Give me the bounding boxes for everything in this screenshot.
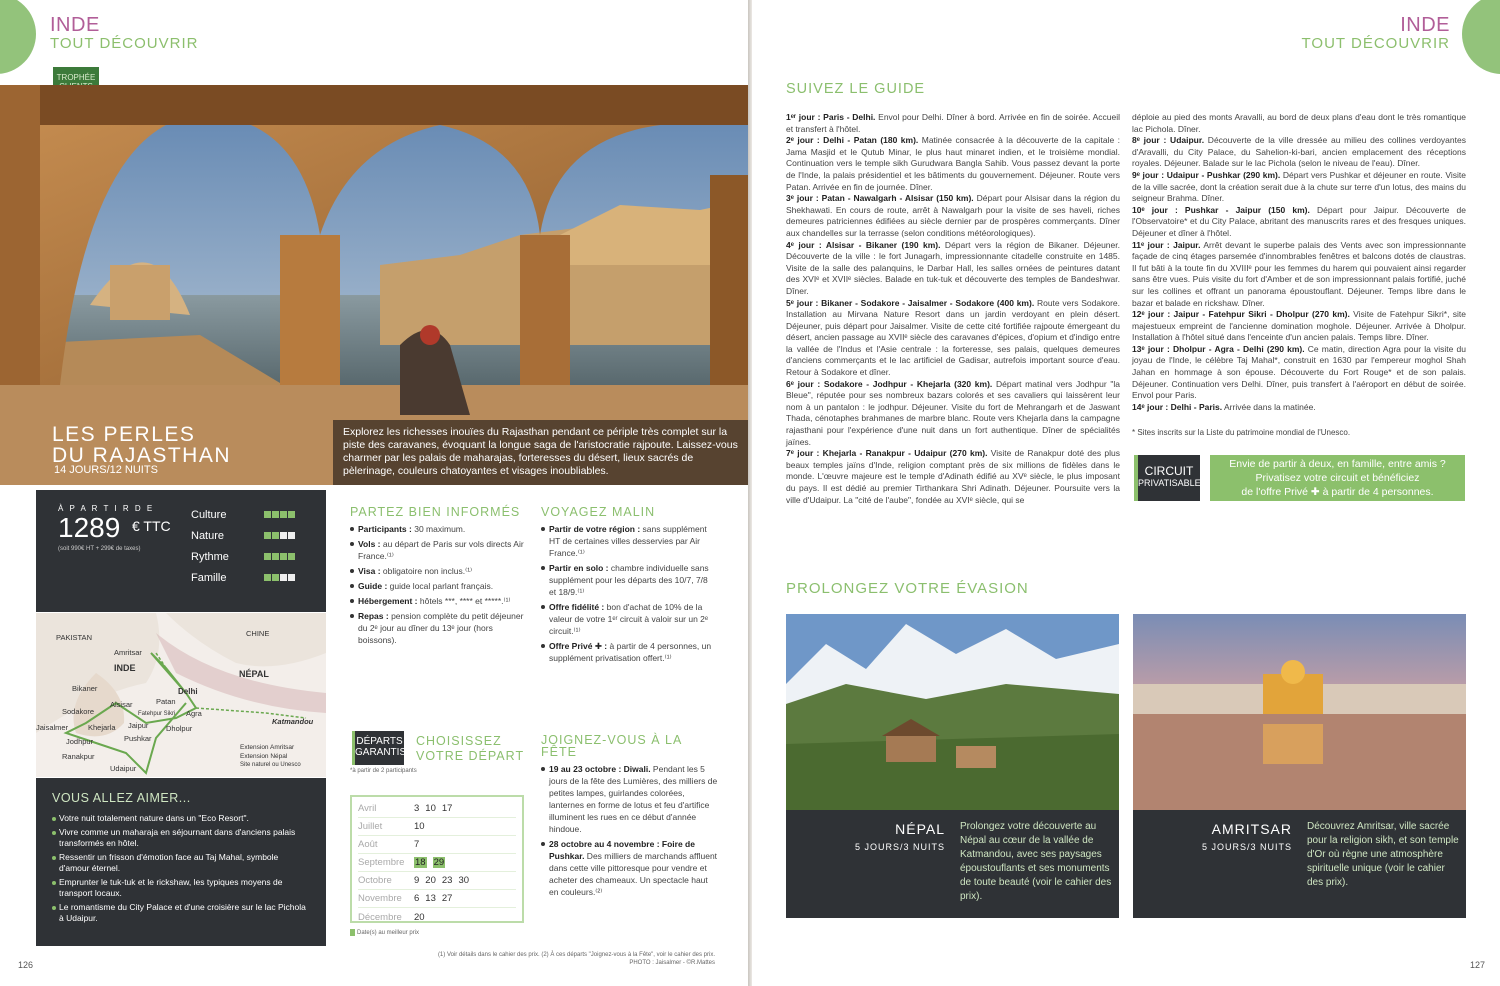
malin-item-key: Partir en solo : bbox=[549, 563, 609, 573]
itinerary-day-text: Matinée consacrée à la découverte de la capitale : Jama Masjid et le Qutub Minar, le plus haut minaret indien, et le troisième mondial. Continuation vers le temple sikh Gurudwara Bangla Sahib. Vous passez devant la porte de l'Inde, la palais présidentiel et les bâtiments du gouvernement. Déjeuner. Route vers Patan. Arrivée en fin de journée. Dîner. bbox=[786, 135, 1120, 192]
unesco-note: * Sites inscrits sur la Liste du patrimoine mondial de l'Unesco. bbox=[1132, 428, 1351, 437]
malin-column bbox=[541, 506, 716, 667]
informes-item-value: 30 maximum. bbox=[411, 524, 466, 534]
map-label-amritsar: Amritsar bbox=[114, 648, 142, 657]
date-day: 13 bbox=[425, 893, 436, 904]
departs-garantis-badge bbox=[352, 731, 407, 765]
aimer-item: Le romantisme du City Palace et d'une croisière sur le lac Pichola à Udaipur. bbox=[52, 902, 310, 924]
date-day: 10 bbox=[425, 803, 436, 814]
rating-square bbox=[272, 511, 279, 518]
map-label-jaipur: Jaipur bbox=[128, 721, 149, 730]
date-day: 3 bbox=[414, 803, 420, 814]
departure-dates-table bbox=[350, 795, 524, 923]
date-days bbox=[414, 839, 425, 850]
itinerary-day-title: 11ᵉ jour : Jaipur. bbox=[1132, 239, 1201, 250]
header-country: INDE bbox=[50, 14, 100, 36]
itinerary-day-title: 1ᵉʳ jour : Paris - Delhi. bbox=[786, 112, 876, 122]
aimer-title: VOUS ALLEZ AIMER... bbox=[52, 791, 191, 805]
map-label-delhi: Delhi bbox=[178, 687, 198, 696]
hero-title-line2: DU RAJASTHAN bbox=[52, 444, 232, 467]
informes-title: PARTEZ BIEN INFORMÉS bbox=[350, 505, 521, 519]
route-map bbox=[36, 613, 326, 777]
itinerary-day bbox=[786, 448, 1120, 506]
informes-item-value: hôtels ***, **** et *****.⁽¹⁾ bbox=[417, 596, 511, 606]
fete-item-value: Pendant les 5 jours de la fête des Lumières, des milliers de petites lampes, guirlandes colorées, lanternes en forme de lotus et feu d'artifice illuminent les rues en ce début d'année hindoue. bbox=[549, 764, 718, 834]
header-circle-right bbox=[1462, 0, 1500, 74]
malin-item bbox=[541, 640, 716, 664]
date-day: 7 bbox=[414, 839, 420, 850]
itinerary-day bbox=[786, 193, 1120, 239]
rating-row bbox=[191, 504, 296, 525]
date-days bbox=[414, 912, 431, 923]
itinerary-day-title: 2ᵉ jour : Delhi - Patan (180 km). bbox=[786, 135, 919, 146]
itinerary-day bbox=[786, 112, 1120, 135]
map-label-dholpur: Dholpur bbox=[166, 724, 193, 733]
informes-item-key: Guide : bbox=[358, 581, 388, 591]
itinerary-day-text: Découverte de la ville dressée au milieu des collines verdoyantes d'Aravalli, du City Palace, du Sahelion-ki-bari, ancien emplacement des réceptions royales. Déjeuner. Balade sur le lac Pichola (selon le niveau de l'eau). Dîner. bbox=[1132, 135, 1466, 169]
prolongez-title: PROLONGEZ VOTRE ÉVASION bbox=[786, 580, 1029, 597]
itinerary-day-title: 9ᵉ jour : Udaipur - Pushkar (290 km). bbox=[1132, 169, 1281, 180]
vous-allez-aimer-box bbox=[36, 778, 326, 946]
itinerary-day-title: 3ᵉ jour : Patan - Nawalgarh - Alsisar (150 km). bbox=[786, 193, 974, 204]
rating-square bbox=[280, 553, 287, 560]
rating-label: Nature bbox=[191, 529, 225, 542]
rating-square bbox=[288, 574, 295, 581]
itinerary-day-text: Ce matin, direction Agra pour la visite du joyau de l'Inde, le célèbre Taj Mahal*, construit en 1630 par l'empereur moghol Shah Jahan en hommage à son épouse. Découverte du Fort Rouge* et de son palais. Déjeuner. Continuation vers Delhi. Dîner, puis transfert à l'aéroport en début de soirée. Envol pour Paris. bbox=[1132, 343, 1466, 401]
informes-item bbox=[350, 580, 528, 592]
itinerary-day-title: 8ᵉ jour : Udaipur. bbox=[1132, 135, 1205, 146]
date-day: 27 bbox=[441, 893, 453, 904]
badge-line2: GARANTIS bbox=[355, 747, 407, 758]
map-label-sodakore: Sodakore bbox=[62, 707, 95, 716]
date-row bbox=[358, 836, 516, 854]
left-page bbox=[0, 0, 748, 986]
fete-item-value: Des milliers de marchands affluent dans cette ville pittoresque pour vendre et acheter des chameaux. Un spectacle haut en couleurs.⁽²⁾ bbox=[549, 851, 718, 897]
informes-item bbox=[350, 538, 528, 562]
itinerary-day bbox=[786, 379, 1120, 449]
rating-label: Culture bbox=[191, 508, 227, 521]
nepal-photo bbox=[786, 614, 1119, 810]
informes-item-value: obligatoire non inclus.⁽¹⁾ bbox=[380, 566, 473, 576]
malin-list bbox=[541, 523, 716, 664]
informes-item bbox=[350, 523, 528, 535]
fete-item-key: 28 octobre au 4 novembre : Foire de Pushkar. bbox=[549, 839, 695, 861]
date-day: 9 bbox=[414, 875, 420, 886]
map-label-pushkar: Pushkar bbox=[124, 734, 152, 743]
map-label-patan: Patan bbox=[156, 697, 176, 706]
date-days bbox=[414, 893, 458, 904]
malin-item bbox=[541, 601, 716, 637]
departs-note: *à partir de 2 participants bbox=[350, 768, 417, 774]
informes-column bbox=[350, 506, 528, 649]
malin-item-value: à partir de 4 personnes, un supplément privatisation offert.⁽¹⁾ bbox=[549, 641, 712, 663]
hero-title-line1: LES PERLES bbox=[52, 423, 196, 446]
map-label-fatehpur: Fatehpur Sikri bbox=[138, 711, 176, 717]
rating-square bbox=[272, 553, 279, 560]
rating-square bbox=[288, 511, 295, 518]
legend-text: Date(s) au meilleur prix bbox=[357, 930, 420, 937]
rating-row bbox=[191, 546, 296, 567]
rating-square bbox=[280, 574, 287, 581]
malin-item bbox=[541, 562, 716, 598]
itinerary-day-title: 6ᵉ jour : Sodakore - Jodhpur - Khejarla (320 km). bbox=[786, 378, 993, 389]
date-month: Novembre bbox=[358, 893, 402, 904]
header-circle bbox=[0, 0, 36, 74]
itinerary-day-text: Départ vers la région de Bikaner. Déjeuner. Découverte de la ville : le fort Junagarh, impressionnante citadelle construite en 1485. Visite de la salle des palanquins, le Darbar Hall, les salles ornées de peintures datant des XVIᵉ et XVIIᵉ siècles. Balade en tuk-tuk et découverte des temples de Bandeshwar. Dîner. bbox=[786, 239, 1120, 296]
footnote-line1: (1) Voir détails dans le cahier des prix. (2) À ces départs "Joignez-vous à la Fête", voir le cahier des prix. bbox=[437, 952, 715, 958]
fete-item-key: 19 au 23 octobre : Diwali. bbox=[549, 764, 651, 774]
nepal-name: NÉPAL bbox=[895, 821, 945, 837]
itinerary-day-text: Départ pour Alsisar dans la région du Shekhawati. En cours de route, arrêt à Nawalgarh pour la visite de ses haveli, riches demeures patriciennes édifiées au siècle dernier par de prospères commerçants. Dîner aux chandelles sur la terrasse (selon conditions météorologiques). bbox=[786, 193, 1120, 238]
page-number-right: 127 bbox=[1470, 960, 1486, 970]
legend-swatch bbox=[350, 929, 355, 936]
dates-legend bbox=[350, 929, 419, 936]
itinerary-day bbox=[786, 298, 1120, 379]
itinerary-day bbox=[1132, 112, 1466, 135]
choisissez-line1: CHOISISSEZ bbox=[416, 734, 502, 748]
date-day: 18 bbox=[415, 857, 426, 868]
date-days bbox=[414, 821, 431, 832]
prive-line3: de l'offre Privé ✚ à partir de 4 personnes. bbox=[1241, 486, 1434, 498]
date-row bbox=[358, 872, 516, 890]
map-legend-amritsar: Extension Amritsar bbox=[240, 744, 295, 751]
amritsar-description: Découvrez Amritsar, ville sacrée pour la religion sikh, et son temple d'Or où règne une atmosphère spirituelle unique (voir le cahier des prix). bbox=[1307, 821, 1459, 888]
date-month: Août bbox=[358, 839, 378, 850]
hero-duration: 14 JOURS/12 NUITS bbox=[54, 464, 158, 476]
hero-intro: Explorez les richesses inouïes du Rajasthan pendant ce périple très complet sur la piste des caravanes, évoquant la longue saga de l'aristocratie rajpoute. Laissez-vous charmer par les palais de maharajas, forteresses du désert, lieux sacrés de pèlerinage, couleurs chatoyantes et visages inoubliables. bbox=[333, 420, 748, 485]
circuit-privatisable-badge bbox=[1134, 455, 1200, 501]
date-row bbox=[358, 854, 516, 872]
trophy-line1: TROPHÉE bbox=[56, 73, 96, 82]
fete-item bbox=[541, 838, 719, 898]
itinerary-day-title: 13ᵉ jour : Dholpur - Agra - Delhi (290 km). bbox=[1132, 343, 1305, 354]
price-box bbox=[36, 490, 326, 612]
amritsar-photo bbox=[1133, 614, 1466, 810]
itinerary-day-text: Visite de Fatehpur Sikri*, site majestueux empreint de l'ancienne domination moghole. Déjeuner. Arrivée à Dholpur. Installation à l'hôtel situé dans l'enceinte d'un ancien palais. Temps libre. Dîner. bbox=[1132, 309, 1466, 343]
circuit-line2: PRIVATISABLE bbox=[1138, 478, 1201, 488]
fete-item bbox=[541, 763, 719, 835]
date-day: 6 bbox=[414, 893, 420, 904]
itinerary-day-title: 5ᵉ jour : Bikaner - Sodakore - Jaisalmer - Sodakore (400 km). bbox=[786, 297, 1035, 308]
itinerary-day-title: 10ᵉ jour : Pushkar - Jaipur (150 km). bbox=[1132, 204, 1310, 215]
informes-list bbox=[350, 523, 528, 646]
ratings-list bbox=[191, 504, 296, 588]
itinerary-day-text: Route vers Sodakore. Installation au Mirvana Nature Resort dans un jardin verdoyant en plein désert. Déjeuner, puis départ pour Jaisalmer. Visite de cette cité fortifiée rajpoute émergeant du désert, ancien passage au XVIIᵉ siècle des caravanes d'épices, d'opium et d'indigo entre la vallée de l'Indus et l'Asie centrale : la forteresse, ses palais, quelques demeures d'anciens commerçants et le lac artificiel de Gadisar, autrefois important source d'eau. Retour à Sodakore et dîner. bbox=[786, 297, 1120, 378]
nepal-info bbox=[786, 810, 1119, 918]
rating-label: Famille bbox=[191, 571, 227, 584]
map-label-udaipur: Udaipur bbox=[110, 764, 137, 773]
date-day: 20 bbox=[425, 875, 436, 886]
itinerary-day-text: Envol pour Delhi. Dîner à bord. Arrivée en fin de soirée. Accueil et transfert à l'hôtel. bbox=[786, 112, 1120, 134]
itinerary-column-2 bbox=[1132, 112, 1466, 413]
itinerary-day-text: déploie au pied des monts Aravalli, au bord de deux plans d'eau dont le très romantique lac Pichola. Dîner. bbox=[1132, 112, 1466, 134]
map-label-inde: INDE bbox=[114, 663, 136, 673]
malin-title: VOYAGEZ MALIN bbox=[541, 505, 656, 519]
map-label-bikaner: Bikaner bbox=[72, 684, 98, 693]
date-day: 29 bbox=[433, 857, 445, 868]
circuit-line1: CIRCUIT bbox=[1144, 464, 1194, 478]
amritsar-illustration bbox=[1133, 614, 1466, 810]
date-day: 17 bbox=[441, 803, 453, 814]
header-country-right: INDE bbox=[1400, 14, 1450, 36]
malin-item-value: sans supplément HT de certaines villes desservies par Air France.⁽¹⁾ bbox=[549, 524, 707, 558]
aimer-item: Votre nuit totalement nature dans un "Eco Resort". bbox=[52, 813, 310, 824]
itinerary-day-text: Arrêt devant le superbe palais des Vents avec son impressionnante façade de cinq étages parsemée d'innombrables fenêtres et balcons dotés de claustras. Il fut bâti à la toute fin du XVIIIᵉ pour les femmes du harem qui pouvaient ainsi regarder sans être vues. Puis visite du fort d'Amber et de son impressionnant palais fortifié, juché sur les collines et offrant un panorama époustouflant. Déjeuner. Temps libre dans le bazar et balade en rickshaw. Dîner. bbox=[1132, 239, 1466, 308]
date-row bbox=[358, 818, 516, 836]
date-row bbox=[358, 890, 516, 908]
rating-square bbox=[288, 553, 295, 560]
map-label-khejarla: Khejarla bbox=[88, 723, 116, 732]
itinerary-day-title: 4ᵉ jour : Alsisar - Bikaner (190 km). bbox=[786, 239, 941, 250]
rating-square bbox=[272, 574, 279, 581]
map-label-jaisalmer: Jaisalmer bbox=[36, 723, 69, 732]
informes-item bbox=[350, 595, 528, 607]
rating-square bbox=[264, 511, 271, 518]
choisissez-line2: VOTRE DÉPART bbox=[416, 749, 525, 763]
amritsar-info bbox=[1133, 810, 1466, 918]
malin-item bbox=[541, 523, 716, 559]
malin-item-value: chambre individuelle sans supplément pour les départs des 10/7, 7/8 et 18/9.⁽¹⁾ bbox=[549, 563, 709, 597]
itinerary-day bbox=[1132, 344, 1466, 402]
prive-line1: Envie de partir à deux, en famille, entre amis ? bbox=[1229, 458, 1446, 470]
price-from-label: À P A R T I R D E bbox=[58, 504, 155, 513]
date-day: 20 bbox=[414, 911, 425, 923]
price-note: (soit 990€ HT + 299€ de taxes) bbox=[58, 546, 141, 552]
hero-title bbox=[52, 424, 231, 466]
date-month: Avril bbox=[358, 803, 377, 814]
date-row bbox=[358, 800, 516, 818]
rating-row bbox=[191, 567, 296, 588]
rating-square bbox=[264, 574, 271, 581]
rating-square bbox=[280, 511, 287, 518]
nepal-description: Prolongez votre découverte au Népal au cœur de la vallée de Katmandou, avec ses paysages époustouflants et ses monuments de toute beauté (voir le cahier des prix). bbox=[960, 821, 1112, 902]
itinerary-day bbox=[1132, 170, 1466, 205]
itinerary-column-1 bbox=[786, 112, 1120, 506]
itinerary-day bbox=[1132, 240, 1466, 310]
fete-list bbox=[541, 763, 719, 898]
rating-label: Rythme bbox=[191, 550, 229, 563]
rating-row bbox=[191, 525, 296, 546]
choisissez-title bbox=[416, 734, 524, 764]
page-number-left: 126 bbox=[18, 960, 34, 970]
aimer-item: Vivre comme un maharaja en séjournant dans d'anciens palais transformés en hôtel. bbox=[52, 827, 310, 849]
rating-square bbox=[280, 532, 287, 539]
date-days bbox=[414, 875, 475, 886]
map-label-alsisar: Alsisar bbox=[110, 700, 133, 709]
map-label-agra: Agra bbox=[186, 709, 202, 718]
header-subtitle: TOUT DÉCOUVRIR bbox=[50, 35, 199, 52]
date-row bbox=[358, 908, 516, 926]
informes-item-key: Vols : bbox=[358, 539, 381, 549]
itinerary-day-text: Arrivée dans la matinée. bbox=[1222, 401, 1316, 412]
nepal-illustration bbox=[786, 614, 1119, 810]
map-label-ranakpur: Ranakpur bbox=[62, 752, 95, 761]
rating-square bbox=[288, 532, 295, 539]
date-days bbox=[414, 803, 458, 814]
aimer-item: Ressentir un frisson d'émotion face au Taj Mahal, symbole d'amour éternel. bbox=[52, 852, 310, 874]
footnote-line2: PHOTO : Jaisalmer - ©R.Mattes bbox=[629, 960, 715, 966]
malin-item-key: Offre fidélité : bbox=[549, 602, 605, 612]
footnote bbox=[380, 951, 715, 967]
itinerary-day-title: 14ᵉ jour : Delhi - Paris. bbox=[1132, 401, 1223, 412]
badge-line1: DÉPARTS bbox=[356, 736, 403, 747]
itinerary-day bbox=[786, 135, 1120, 193]
itinerary-day bbox=[1132, 402, 1466, 414]
itinerary-day bbox=[1132, 309, 1466, 344]
itinerary-day bbox=[1132, 205, 1466, 240]
itinerary-day-text: Départ matinal vers Jodhpur "la Bleue", réputée pour ses nombreux bazars colorés et ses cavaliers qui laissèrent leur nom à un pantalon : le jodhpur. Déjeuner. Visite du fort de Mehrangarh et de Jaswant Thada, cénotaphes brahmanes de marbre blanc. Route vers Khejarla dans la campagne rajasthani pour l'expérience d'une nuit dans un fort authentique. Dîner de spécialités jaïnes. bbox=[786, 378, 1120, 447]
malin-item-value: bon d'achat de 10% de la valeur de votre 1ᵉʳ circuit à valoir sur un 2ᵉ circuit.⁽¹⁾ bbox=[549, 602, 709, 636]
map-label-jodhpur: Jodhpur bbox=[66, 737, 94, 746]
rating-square bbox=[264, 553, 271, 560]
informes-item-key: Repas : bbox=[358, 611, 389, 621]
map-label-chine: CHINE bbox=[246, 629, 270, 638]
informes-item-key: Participants : bbox=[358, 524, 412, 534]
date-days bbox=[414, 857, 451, 868]
date-day: 30 bbox=[458, 875, 470, 886]
itinerary-day-text: Départ pour Jaipur. Découverte de l'Observatoire* et du City Palace, abritant des manuscrits rares et des fresques uniques. Déjeuner et dîner à l'hôtel. bbox=[1132, 204, 1466, 238]
aimer-item: Emprunter le tuk-tuk et le rickshaw, les typiques moyens de transport locaux. bbox=[52, 877, 310, 899]
map-legend-unesco: Site naturel ou Unesco bbox=[240, 762, 301, 768]
informes-item-value: guide local parlant français. bbox=[387, 581, 494, 591]
map-label-nepal: NÉPAL bbox=[239, 669, 269, 679]
date-day: 23 bbox=[441, 875, 453, 886]
price-currency: € TTC bbox=[132, 518, 171, 534]
fete-title: JOIGNEZ-VOUS À LA FÊTE bbox=[541, 733, 682, 759]
header-subtitle-right: TOUT DÉCOUVRIR bbox=[1301, 35, 1450, 52]
itinerary-day-text: Départ vers Pushkar et déjeuner en route. Visite de la ville sacrée, dont la création serait due à la chute sur terre d'un lotus, des mains du seigneur Brahma. Dîner. bbox=[1132, 169, 1466, 204]
date-day: 10 bbox=[414, 821, 425, 832]
informes-item-key: Hébergement : bbox=[358, 596, 418, 606]
informes-item-key: Visa : bbox=[358, 566, 381, 576]
map-label-katmandou: Katmandou bbox=[272, 717, 314, 726]
price-amount: 1289 bbox=[58, 512, 121, 543]
map-label-pakistan: PAKISTAN bbox=[56, 633, 92, 642]
itinerary-day-title: 7ᵉ jour : Khejarla - Ranakpur - Udaipur (270 km). bbox=[786, 448, 988, 459]
fete-column bbox=[541, 734, 719, 901]
itinerary-day-title: 12ᵉ jour : Jaipur - Fatehpur Sikri - Dholpur (270 km). bbox=[1132, 309, 1350, 320]
date-month: Octobre bbox=[358, 875, 392, 886]
date-month: Décembre bbox=[358, 911, 402, 923]
date-month: Juillet bbox=[358, 821, 383, 832]
nepal-duration: 5 JOURS/3 NUITS bbox=[854, 842, 945, 852]
rating-square bbox=[272, 532, 279, 539]
extension-nepal bbox=[786, 614, 1119, 918]
guide-title: SUIVEZ LE GUIDE bbox=[786, 81, 926, 97]
informes-item bbox=[350, 565, 528, 577]
rating-square bbox=[264, 532, 271, 539]
itinerary-day-text: Visite de Ranakpur doté des plus beaux temples jaïns d'Inde, religion comptant près de six millions de fidèles dans le monde. L'œuvre majeure est le temple d'Adinath édifié au XVᵉ siècle, le plus imposant du pays. Il est dédié au premier Tirthankara Shri Adinath. Déjeuner. Poursuite vers la ville d'Udaipur. La "cité de l'aube", fondée au XVIᵉ siècle, qui se bbox=[786, 448, 1121, 505]
informes-item-value: au départ de Paris sur vols directs Air France.⁽¹⁾ bbox=[358, 539, 524, 561]
itinerary-day bbox=[786, 240, 1120, 298]
amritsar-name: AMRITSAR bbox=[1211, 821, 1292, 837]
map-legend-nepal: Extension Népal bbox=[240, 753, 288, 760]
malin-item-key: Offre Privé ✚ : bbox=[549, 641, 608, 651]
prive-offer-box bbox=[1210, 455, 1465, 501]
extension-amritsar bbox=[1133, 614, 1466, 918]
amritsar-duration: 5 JOURS/3 NUITS bbox=[1201, 842, 1292, 852]
aimer-list bbox=[52, 813, 310, 924]
date-month: Septembre bbox=[358, 857, 405, 868]
informes-item-value: pension complète du petit déjeuner du 2ᵉ jour au dîner du 13ᵉ jour (hors boissons). bbox=[358, 611, 524, 645]
right-page bbox=[752, 0, 1500, 986]
itinerary-day bbox=[1132, 135, 1466, 170]
prive-line2: Privatisez votre circuit et bénéficiez bbox=[1255, 472, 1420, 484]
informes-item bbox=[350, 610, 528, 646]
malin-item-key: Partir de votre région : bbox=[549, 524, 641, 534]
